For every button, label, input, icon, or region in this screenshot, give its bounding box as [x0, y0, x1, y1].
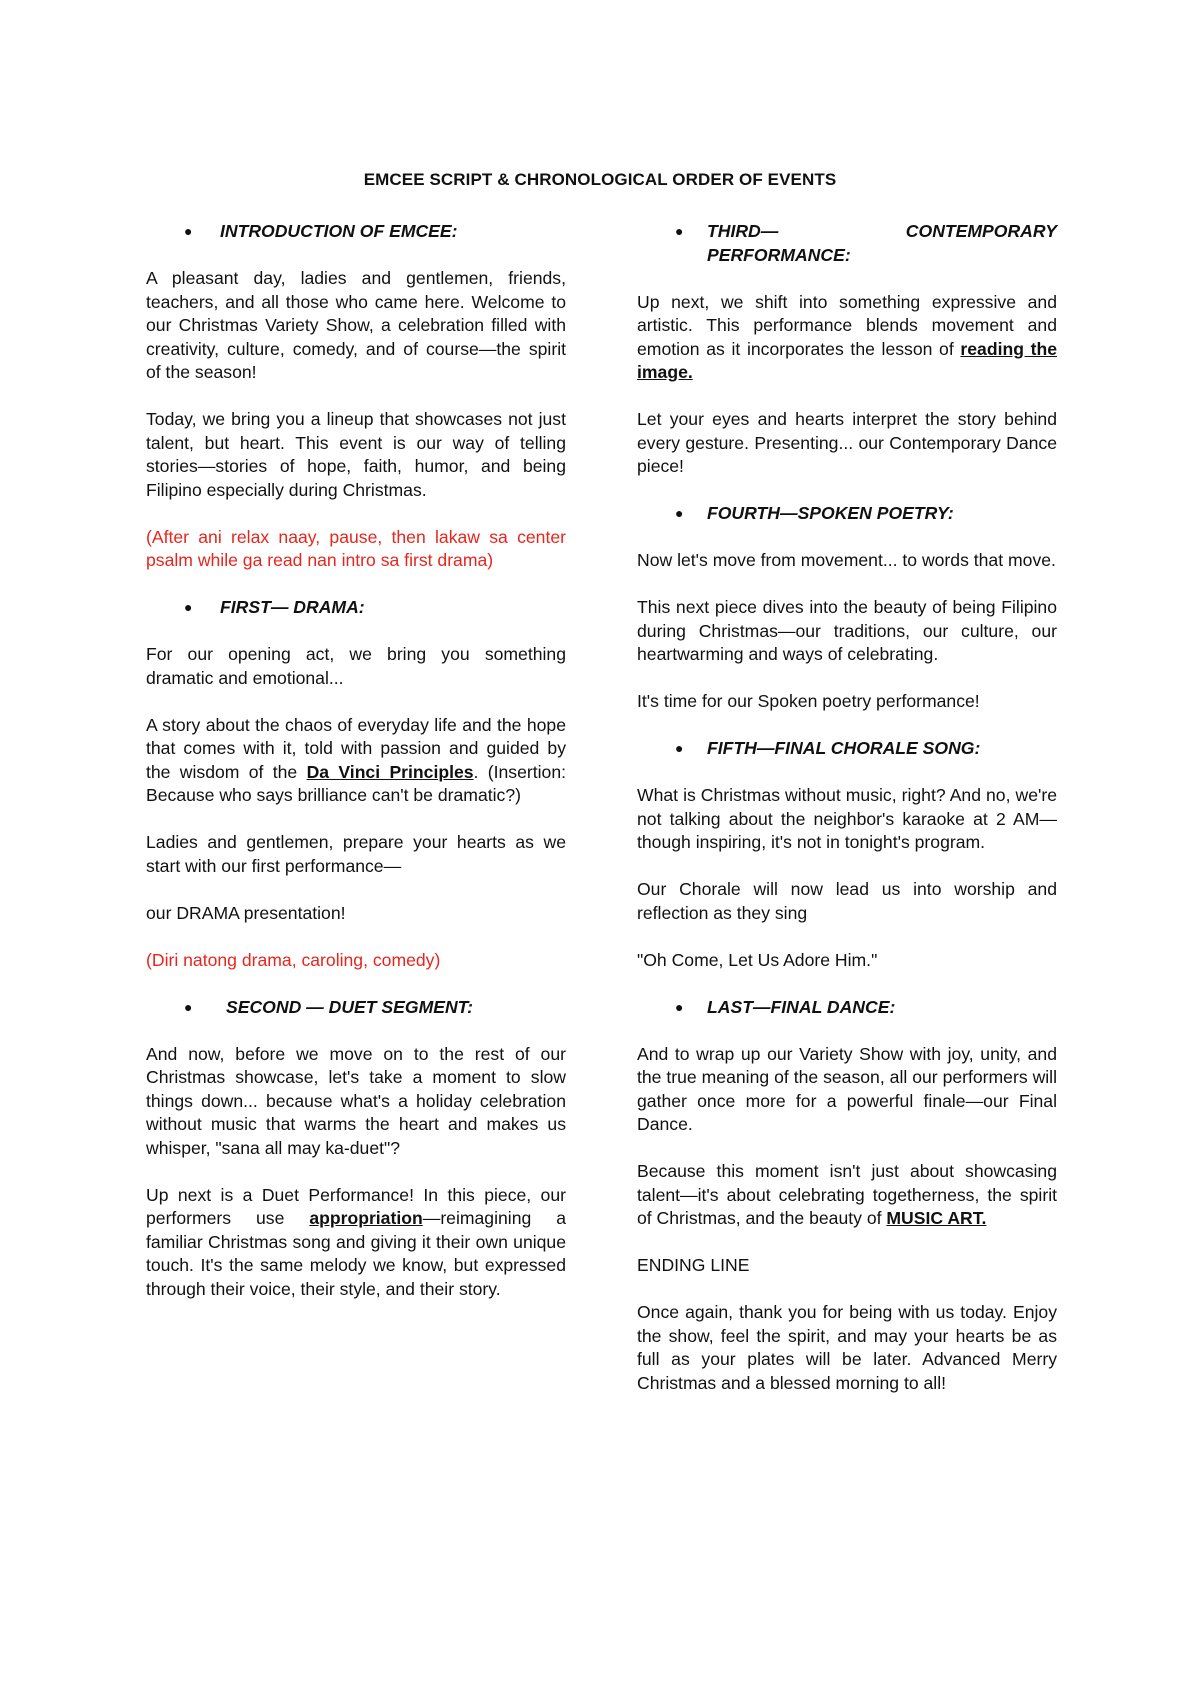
section-heading-introduction [146, 220, 566, 244]
paragraph: A pleasant day, ladies and gentlemen, friends, teachers, and all those who came here. Welcome to our Christmas Variety Show, a celebration filled with creativity, culture, comedy, and of course—the spirit of the season! [146, 268, 566, 382]
paragraph: Let your eyes and hearts interpret the story behind every gesture. Presenting... our Contemporary Dance piece! [637, 409, 1057, 476]
bullet-icon: ● [675, 998, 684, 1015]
section-heading-last-final-dance [637, 996, 1057, 1020]
heading-text: INTRODUCTION OF EMCEE: [220, 221, 458, 241]
section-heading-first-drama [146, 596, 566, 620]
heading-text: THIRD— CONTEMPORARY PERFORMANCE: [707, 221, 1057, 265]
bullet-icon: ● [184, 223, 193, 239]
paragraph [637, 291, 1057, 385]
paragraph [146, 1184, 566, 1302]
right-column [637, 220, 1057, 1419]
paragraph [146, 714, 566, 808]
emphasis-reading-the-image: reading the image. [637, 338, 1058, 382]
section-heading-second-duet [146, 996, 566, 1020]
heading-text: FIFTH—FINAL CHORALE SONG: [707, 738, 981, 758]
paragraph: And to wrap up our Variety Show with joy, unity, and the true meaning of the season, all our performers will gather once more for a powerful finale—our Final Dance. [637, 1043, 1057, 1134]
paragraph: What is Christmas without music, right? And no, we're not talking about the neighbor's karaoke at 2 AM—though inspiring, it's not in tonight's program. [637, 785, 1057, 852]
bullet-icon: ● [675, 505, 684, 521]
bullet-icon: ● [675, 223, 684, 239]
section-heading-fifth-chorale [637, 737, 1057, 761]
section-heading-fourth-spoken-poetry [637, 502, 1057, 526]
bullet-icon: ● [675, 740, 684, 756]
stage-direction-note: (Diri natong drama, caroling, comedy) [146, 949, 441, 970]
paragraph: Today, we bring you a lineup that showcases not just talent, but heart. This event is our way of telling stories—stories of hope, faith, humor, and being Filipino especially during Christmas. [146, 409, 566, 500]
ending-line-label: ENDING LINE [637, 1255, 750, 1275]
heading-text: LAST—FINAL DANCE: [707, 996, 896, 1017]
heading-text: FOURTH—SPOKEN POETRY: [707, 503, 954, 523]
paragraph [637, 1160, 1057, 1231]
text-run: Because this moment isn't just about showcasing talent—it's about celebrating togetherness, the spirit of Christmas, and the beauty of [637, 1161, 1057, 1228]
section-heading-third-contemporary [637, 220, 1057, 267]
paragraph: For our opening act, we bring you something dramatic and emotional... [146, 644, 566, 688]
paragraph: It's time for our Spoken poetry performance! [637, 691, 980, 711]
paragraph: Once again, thank you for being with us today. Enjoy the show, feel the spirit, and may your hearts be as full as your plates will be later. Advanced Merry Christmas and a blessed morning to all! [637, 1302, 1057, 1393]
paragraph: Our Chorale will now lead us into worship and reflection as they sing [637, 879, 1057, 923]
text-run: . (Insertion: Because who says brilliance can't be dramatic?) [146, 761, 566, 805]
text-run: Up next, we shift into something expressive and artistic. This performance blends movement and emotion as it incorporates the lesson of [637, 291, 1057, 359]
paragraph: This next piece dives into the beauty of being Filipino during Christmas—our traditions, our culture, our heartwarming and ways of celebrating. [637, 597, 1057, 664]
text-run: —reimagining a familiar Christmas song and giving it their own unique touch. It's the same melody we know, but expressed through their voice, their style, and their story. [146, 1208, 566, 1299]
paragraph: our DRAMA presentation! [146, 902, 346, 923]
emphasis-music-art: MUSIC ART. [886, 1208, 987, 1228]
paragraph: Ladies and gentlemen, prepare your hearts as we start with our first performance— [146, 832, 566, 876]
bullet-icon: ● [184, 998, 193, 1015]
text-run: A story about the chaos of everyday life and the hope that comes with it, told with passion and guided by the wisdom of the [146, 714, 566, 782]
emphasis-da-vinci-principles: Da Vinci Principles [306, 761, 474, 782]
heading-text: FIRST— DRAMA: [220, 597, 365, 617]
heading-text: SECOND — DUET SEGMENT: [226, 996, 473, 1017]
bullet-icon: ● [184, 599, 193, 615]
document-title: EMCEE SCRIPT & CHRONOLOGICAL ORDER OF EVENTS [363, 170, 837, 189]
stage-direction-note: (After ani relax naay, pause, then lakaw sa center psalm while ga read nan intro sa first drama) [146, 526, 566, 570]
paragraph: Now let's move from movement... to words that move. [637, 550, 1056, 570]
text-run: Up next is a Duet Performance! In this piece, our performers use [146, 1184, 566, 1228]
paragraph: And now, before we move on to the rest of our Christmas showcase, let's take a moment to slow things down... because what's a holiday celebration without music that warms the heart and makes us whisper, "sana all may ka-duet"? [146, 1043, 566, 1158]
emphasis-appropriation: appropriation [309, 1208, 423, 1228]
left-column [146, 220, 566, 1325]
paragraph: "Oh Come, Let Us Adore Him." [637, 949, 878, 970]
